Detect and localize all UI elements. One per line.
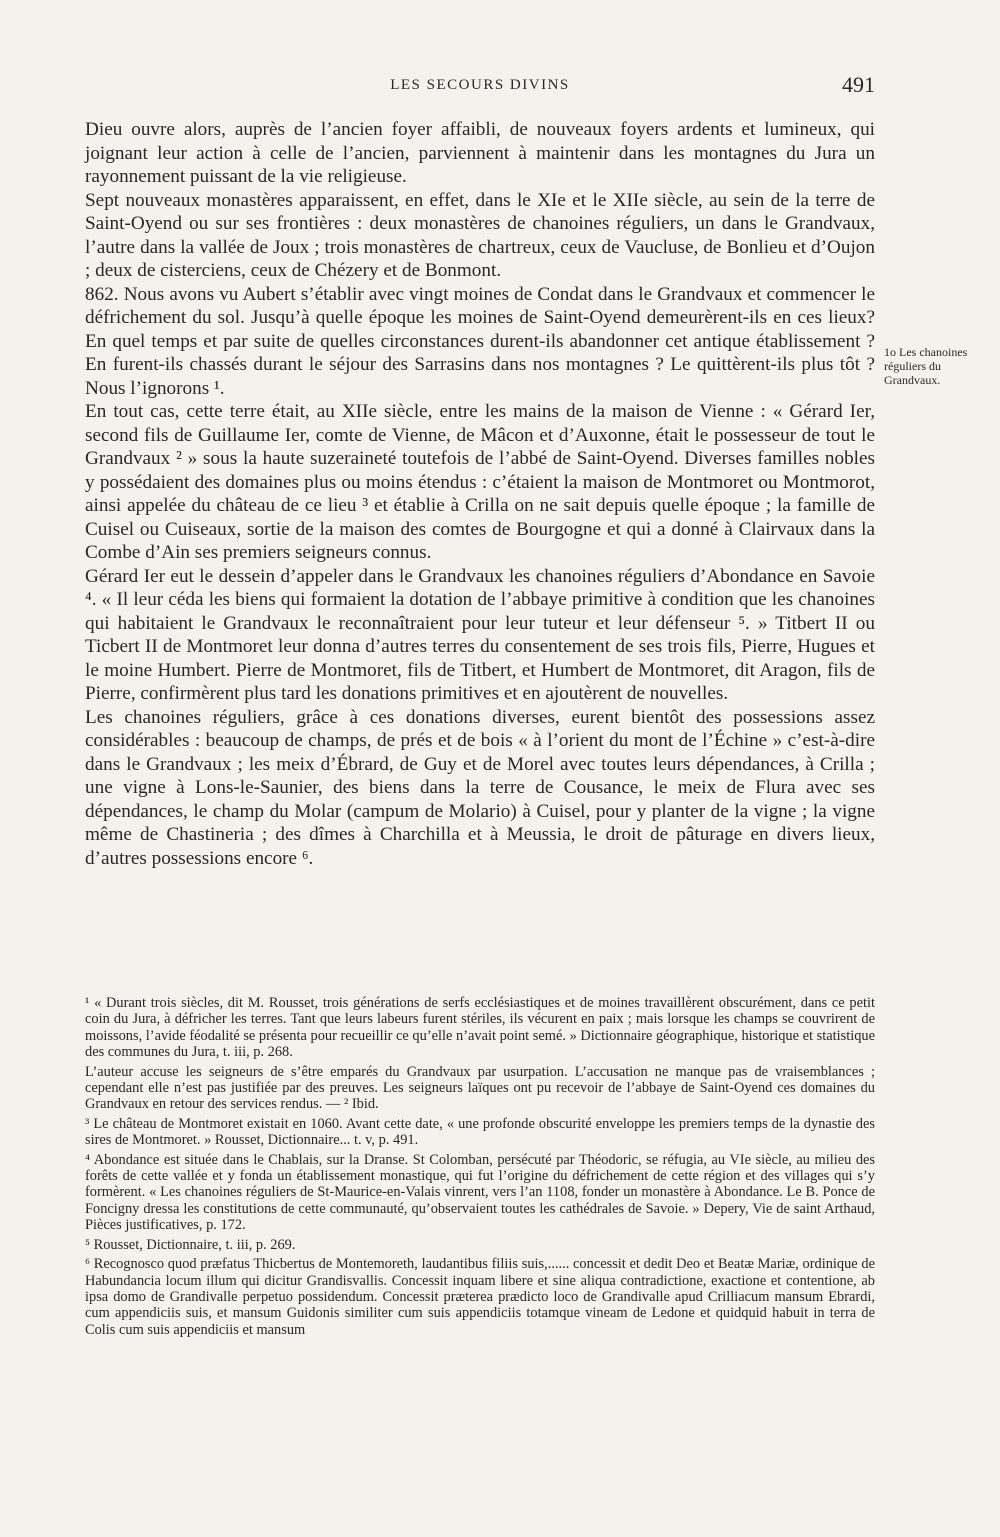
footnote: ¹ « Durant trois siècles, dit M. Rousset, trois générations de serfs ecclésiastiques et de moines travaillèrent obscurément, dans ce petit coin du Jura, à défricher les terres. Tant que leurs labeurs furent stériles, ils vécurent en paix ; mais lorsque les champs se couvrirent de moissons, l’avide féodalité se présenta pour recueillir ce qu’elle n’avait point semé. » Dictionnaire géographique, historique et statistique des communes du Jura, t. iii, p. 268.	[85, 995, 875, 1061]
footnote: L’auteur accuse les seigneurs de s’être emparés du Grandvaux par usurpation. L’accusation ne manque pas de vraisemblances ; cependant elle n’est pas justifiée par des preuves. Les seigneurs laïques ont pu recevoir de l’abbaye de Saint-Oyend ces domaines du Grandvaux en retour des services rendus. — ² Ibid.	[85, 1063, 875, 1113]
paragraph: Gérard Ier eut le dessein d’appeler dans le Grandvaux les chanoines réguliers d’Abondance en Savoie ⁴. « Il leur céda les biens qui formaient la dotation de l’abbaye primitive à condition que les chanoines qui habitaient le Grandvaux le reconnaîtraient pour leur tuteur et leur défenseur ⁵. » Titbert II ou Ticbert II de Montmoret leur donna d’autres terres du consentement de ses trois fils, Pierre, Hugues et le moine Humbert. Pierre de Montmoret, fils de Titbert, et Humbert de Montmoret, dit Aragon, fils de Pierre, confirmèrent plus tard les donations primitives et en ajoutèrent de nouvelles.	[85, 565, 875, 704]
footnote: ⁴ Abondance est située dans le Chablais, sur la Dranse. St Colomban, persécuté par Théodoric, se réfugia, au VIe siècle, au milieu des forêts de cette vallée et y fonda un établissement monastique, qui fut l’origine du défrichement de cette région et des villages qui s’y formèrent. « Les chanoines réguliers de St-Maurice-en-Valais vinrent, vers l’an 1108, fonder un monastère à Abondance. Le B. Ponce de Foncigny dressa les constitutions de cette communauté, qu’observaient toutes les cathédrales de Savoie. » Depery, Vie de saint Arthaud, Pièces justificatives, p. 172.	[85, 1151, 875, 1234]
margin-note: 1o Les chanoines réguliers du Grandvaux.	[884, 345, 968, 387]
paragraph: 862. Nous avons vu Aubert s’établir avec vingt moines de Condat dans le Grandvaux et commencer le défrichement du sol. Jusqu’à quelle époque les moines de Saint-Oyend demeurèrent-ils en ces lieux? En quel temps et par suite de quelles circonstances durent-ils abandonner cet antique établissement ? En furent-ils chassés durant le séjour des Sarrasins dans nos montagnes ? Le quittèrent-ils plus tôt ? Nous l’ignorons ¹.	[85, 283, 875, 399]
running-title: LES SECOURS DIVINS	[390, 77, 570, 93]
footnote: ⁶ Recognosco quod præfatus Thicbertus de Montemoreth, laudantibus filiis suis,...... concessit et dedit Deo et Beatæ Mariæ, ordinique de Habundancia locum illum qui dicitur Grandisvallis. Concessit inquam libere et sine aliqua contradictione, exactione et contentione, ab ipsa domo de Grandivalle perpetuo possidendum. Concessit præterea prædicto loco de Grandivalle apud Crilliacum mansum Ebrardi, cum appendiciis suis, et mansum Guidonis similiter cum suis appendiciis totamque vineam de Ledone et quidquid habuit in terra de Colis cum suis appendiciis et mansum	[85, 1256, 875, 1338]
main-text	[85, 118, 875, 870]
page-number: 491	[842, 72, 875, 97]
page-header	[85, 72, 875, 102]
footnote: ³ Le château de Montmoret existait en 1060. Avant cette date, « une profonde obscurité enveloppe les premiers temps de la dynastie des sires de Montmoret. » Rousset, Dictionnaire... t. v, p. 491.	[85, 1115, 875, 1149]
footnotes	[85, 995, 875, 1341]
paragraph: Dieu ouvre alors, auprès de l’ancien foyer affaibli, de nouveaux foyers ardents et lumineux, qui joignant leur action à celle de l’ancien, parviennent à maintenir dans les montagnes du Jura un rayonnement puissant de la vie religieuse.	[85, 119, 875, 187]
paragraph: Les chanoines réguliers, grâce à ces donations diverses, eurent bientôt des possessions assez considérables : beaucoup de champs, de prés et de bois « à l’orient du mont de l’Échine » c’est-à-dire dans le Grandvaux ; les meix d’Ébrard, de Guy et de Morel avec toutes leurs dépendances, à Crilla ; une vigne à Lons-le-Saunier, des biens dans la terre de Cousance, le meix de Flura avec ses dépendances, le champ du Molar (campum de Molario) à Cuisel, pour y planter de la vigne ; la vigne même de Chastineria ; des dîmes à Charchilla et à Meussia, le droit de pâturage en divers lieux, d’autres possessions encore ⁶.	[85, 706, 875, 869]
footnote: ⁵ Rousset, Dictionnaire, t. iii, p. 269.	[85, 1236, 296, 1253]
paragraph: Sept nouveaux monastères apparaissent, en effet, dans le XIe et le XIIe siècle, au sein de la terre de Saint-Oyend ou sur ses frontières : deux monastères de chanoines réguliers, un dans le Grandvaux, l’autre dans la vallée de Joux ; trois monastères de chartreux, ceux de Vaucluse, de Bonlieu et d’Oujon ; deux de cisterciens, ceux de Chézery et de Bonmont.	[85, 189, 875, 281]
paragraph: En tout cas, cette terre était, au XIIe siècle, entre les mains de la maison de Vienne : « Gérard Ier, second fils de Guillaume Ier, comte de Vienne, de Mâcon et d’Auxonne, était le possesseur de tout le Grandvaux ² » sous la haute suzeraineté toutefois de l’abbé de Saint-Oyend. Diverses familles nobles y possédaient des domaines plus ou moins étendus : c’étaient la maison de Montmoret ou Montmorot, ainsi appelée du château de ce lieu ³ et établie à Crilla on ne sait depuis quelle époque ; la famille de Cuisel ou Cuiseaux, sortie de la maison des comtes de Bourgogne et qui a donné à Clairvaux dans la Combe d’Ain ses premiers seigneurs connus.	[85, 401, 875, 563]
